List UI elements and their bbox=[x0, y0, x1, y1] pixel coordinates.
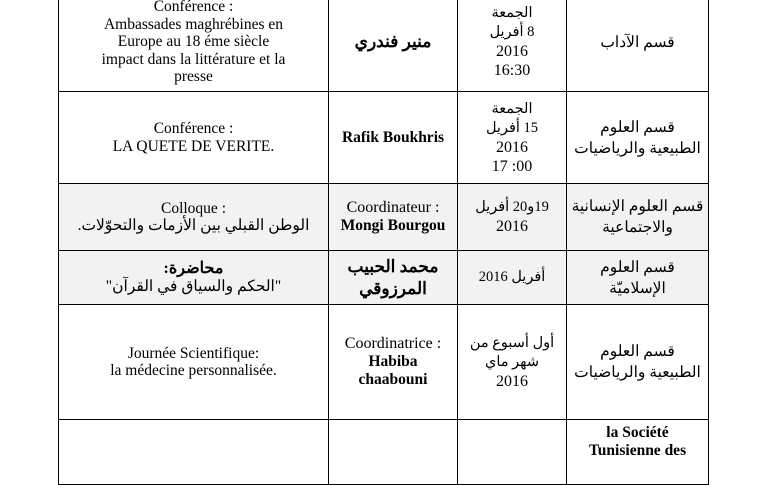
department-name: قسم العلوم bbox=[600, 118, 675, 136]
speaker-name: Rafik Boukhris bbox=[341, 128, 445, 146]
event-text: presse bbox=[174, 68, 213, 86]
date-year: 2016 bbox=[496, 138, 528, 156]
speaker-name: المرزوقي bbox=[359, 278, 427, 298]
events-schedule-table bbox=[58, 0, 709, 485]
department-cell bbox=[567, 0, 709, 92]
table-row bbox=[59, 305, 709, 420]
department-name: قسم العلوم bbox=[600, 343, 675, 360]
date-text: أفريل 2016 bbox=[478, 269, 546, 285]
date-year: 2016 bbox=[496, 372, 528, 390]
date-cell bbox=[458, 305, 567, 420]
date-day: الجمعة bbox=[491, 5, 533, 21]
department-cell bbox=[567, 305, 709, 420]
speaker-cell bbox=[329, 305, 458, 420]
department-name: الطبيعية والرياضيات bbox=[574, 364, 701, 381]
speaker-name: Mongi Bourgou bbox=[340, 217, 446, 234]
department-name: الطبيعية والرياضيات bbox=[574, 139, 701, 157]
department-name: قسم العلوم الإنسانية bbox=[571, 198, 704, 215]
event-text: LA QUETE DE VERITE. bbox=[112, 137, 275, 155]
event-text: Journée Scientifique: bbox=[127, 344, 260, 362]
date-cell bbox=[458, 420, 567, 485]
event-text: Europe au 18 éme siècle bbox=[117, 33, 270, 51]
speaker-name: محمد الحبيب bbox=[347, 256, 439, 276]
date-text: شهر ماي bbox=[485, 353, 539, 370]
speaker-cell bbox=[329, 0, 458, 92]
event-text: Colloque : bbox=[160, 199, 226, 217]
date-time: 17 :00 bbox=[491, 157, 533, 175]
date-text: 19و20 أفريل bbox=[475, 199, 549, 215]
event-text: Ambassades maghrébines en bbox=[103, 15, 284, 33]
department-name: Tunisienne des bbox=[588, 442, 687, 459]
event-cell bbox=[59, 305, 329, 420]
event-text: Conférence : bbox=[153, 120, 234, 137]
event-text: Conférence : bbox=[153, 0, 234, 16]
date-year: 2016 bbox=[496, 218, 528, 235]
date-cell bbox=[458, 0, 567, 92]
event-cell bbox=[59, 184, 329, 251]
department-name: la Société bbox=[606, 424, 669, 441]
date-cell bbox=[458, 92, 567, 184]
speaker-name: chaabouni bbox=[358, 371, 428, 388]
speaker-cell bbox=[329, 92, 458, 184]
event-text: الوطن القبلي بين الأزمات والتحوّلات. bbox=[77, 217, 310, 234]
event-text: impact dans la littérature et la bbox=[101, 50, 286, 68]
table-row bbox=[59, 420, 709, 485]
department-name: والاجتماعية bbox=[602, 219, 673, 236]
speaker-name: Habiba bbox=[368, 353, 418, 370]
event-cell bbox=[59, 420, 329, 485]
department-name: قسم الآداب bbox=[600, 33, 675, 51]
event-cell bbox=[59, 92, 329, 184]
department-cell bbox=[567, 184, 709, 251]
table-row bbox=[59, 251, 709, 305]
date-text: 8 أفريل bbox=[489, 24, 535, 40]
speaker-cell bbox=[329, 420, 458, 485]
date-cell bbox=[458, 251, 567, 305]
department-name: قسم العلوم الإسلاميّة bbox=[600, 258, 675, 297]
speaker-cell bbox=[329, 251, 458, 305]
department-cell bbox=[567, 420, 709, 485]
table-row bbox=[59, 0, 709, 92]
event-title: محاضرة: bbox=[163, 260, 224, 277]
speaker-role: Coordinateur : bbox=[346, 199, 440, 216]
event-cell bbox=[59, 251, 329, 305]
event-text: la médecine personnalisée. bbox=[110, 362, 277, 379]
table-row bbox=[59, 92, 709, 184]
date-year: 2016 bbox=[496, 43, 528, 60]
date-time: 16:30 bbox=[493, 62, 531, 79]
date-text: أول أسبوع من bbox=[469, 334, 555, 351]
event-cell bbox=[59, 0, 329, 92]
department-cell bbox=[567, 92, 709, 184]
speaker-cell bbox=[329, 184, 458, 251]
date-cell bbox=[458, 184, 567, 251]
event-text: "الحكم والسياق في القرآن" bbox=[105, 277, 282, 295]
table-row bbox=[59, 184, 709, 251]
speaker-role: Coordinatrice : bbox=[344, 335, 442, 352]
date-day: الجمعة bbox=[491, 100, 533, 117]
speaker-name: منير فندري bbox=[354, 32, 432, 51]
date-text: 15 أفريل bbox=[485, 119, 539, 136]
department-cell bbox=[567, 251, 709, 305]
